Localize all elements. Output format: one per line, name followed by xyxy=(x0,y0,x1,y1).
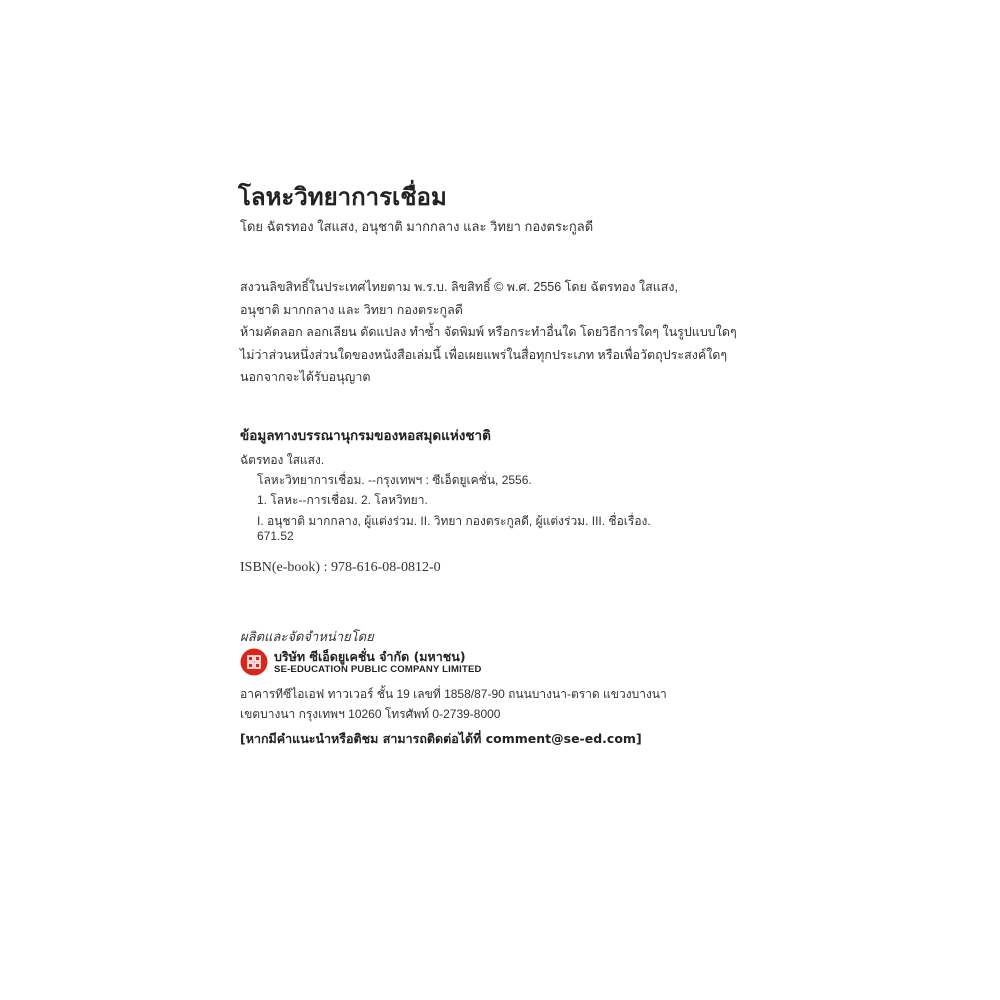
copyright-line: สงวนลิขสิทธิ์ในประเทศไทยตาม พ.ร.บ. ลิขสิทธิ์ © พ.ศ. 2556 โดย ฉัตรทอง ใสแสง, xyxy=(240,280,678,294)
book-authors: โดย ฉัตรทอง ใสแสง, อนุชาติ มากกลาง และ วิทยา กองตระกูลดี xyxy=(240,219,594,234)
copyright-line: นอกจากจะได้รับอนุญาต xyxy=(240,370,371,384)
catalog-title-entry: โลหะวิทยาการเชื่อม. --กรุงเทพฯ : ซีเอ็ดยูเคชั่น, 2556. xyxy=(257,473,532,487)
publisher-name-english: SE-EDUCATION PUBLIC COMPANY LIMITED xyxy=(274,664,482,675)
catalog-heading: ข้อมูลทางบรรณานุกรมของหอสมุดแห่งชาติ xyxy=(240,428,491,444)
publisher-logo-icon xyxy=(240,648,268,676)
produced-by-label: ผลิตและจัดจำหน่ายโดย xyxy=(240,629,374,644)
catalog-class-number: 671.52 xyxy=(257,529,294,543)
address-line: อาคารทีซีไอเอฟ ทาวเวอร์ ชั้น 19 เลขที่ 1858/87-90 ถนนบางนา-ตราด แขวงบางนา xyxy=(240,687,667,701)
copyright-notice xyxy=(240,276,737,389)
copyright-line: ไม่ว่าส่วนหนึ่งส่วนใดของหนังสือเล่มนี้ เพื่อเผยแพร่ในสื่อทุกประเภท หรือเพื่อวัตถุประสงค์ใดๆ xyxy=(240,347,728,362)
catalog-author-entry: ฉัตรทอง ใสแสง. xyxy=(240,453,325,467)
catalog-subjects: 1. โลหะ--การเชื่อม. 2. โลหวิทยา. xyxy=(257,493,428,507)
address-line: เขตบางนา กรุงเทพฯ 10260 โทรศัพท์ 0-2739-8000 xyxy=(240,707,501,721)
copyright-line: อนุชาติ มากกลาง และ วิทยา กองตระกูลดี xyxy=(240,302,463,317)
publisher-address xyxy=(240,684,667,724)
book-title: โลหะวิทยาการเชื่อม xyxy=(238,182,447,211)
catalog-added-entries: I. อนุชาติ มากกลาง, ผู้แต่งร่วม. II. วิทยา กองตระกูลดี, ผู้แต่งร่วม. III. ชื่อเรื่อง. xyxy=(257,514,651,528)
copyright-line: ห้ามคัดลอก ลอกเลียน ดัดแปลง ทำซ้ำ จัดพิมพ์ หรือกระทำอื่นใด โดยวิธีการใดๆ ในรูปแบบใดๆ xyxy=(240,325,737,339)
publisher-name-thai: บริษัท ซีเอ็ดยูเคชั่น จำกัด (มหาชน) xyxy=(274,649,466,664)
logo-circle xyxy=(241,649,268,676)
isbn: ISBN(e-book) : 978-616-08-0812-0 xyxy=(240,560,441,575)
contact-note: [หากมีคำแนะนำหรือติชม สามารถติดต่อได้ที่ comment@se-ed.com] xyxy=(240,731,642,746)
